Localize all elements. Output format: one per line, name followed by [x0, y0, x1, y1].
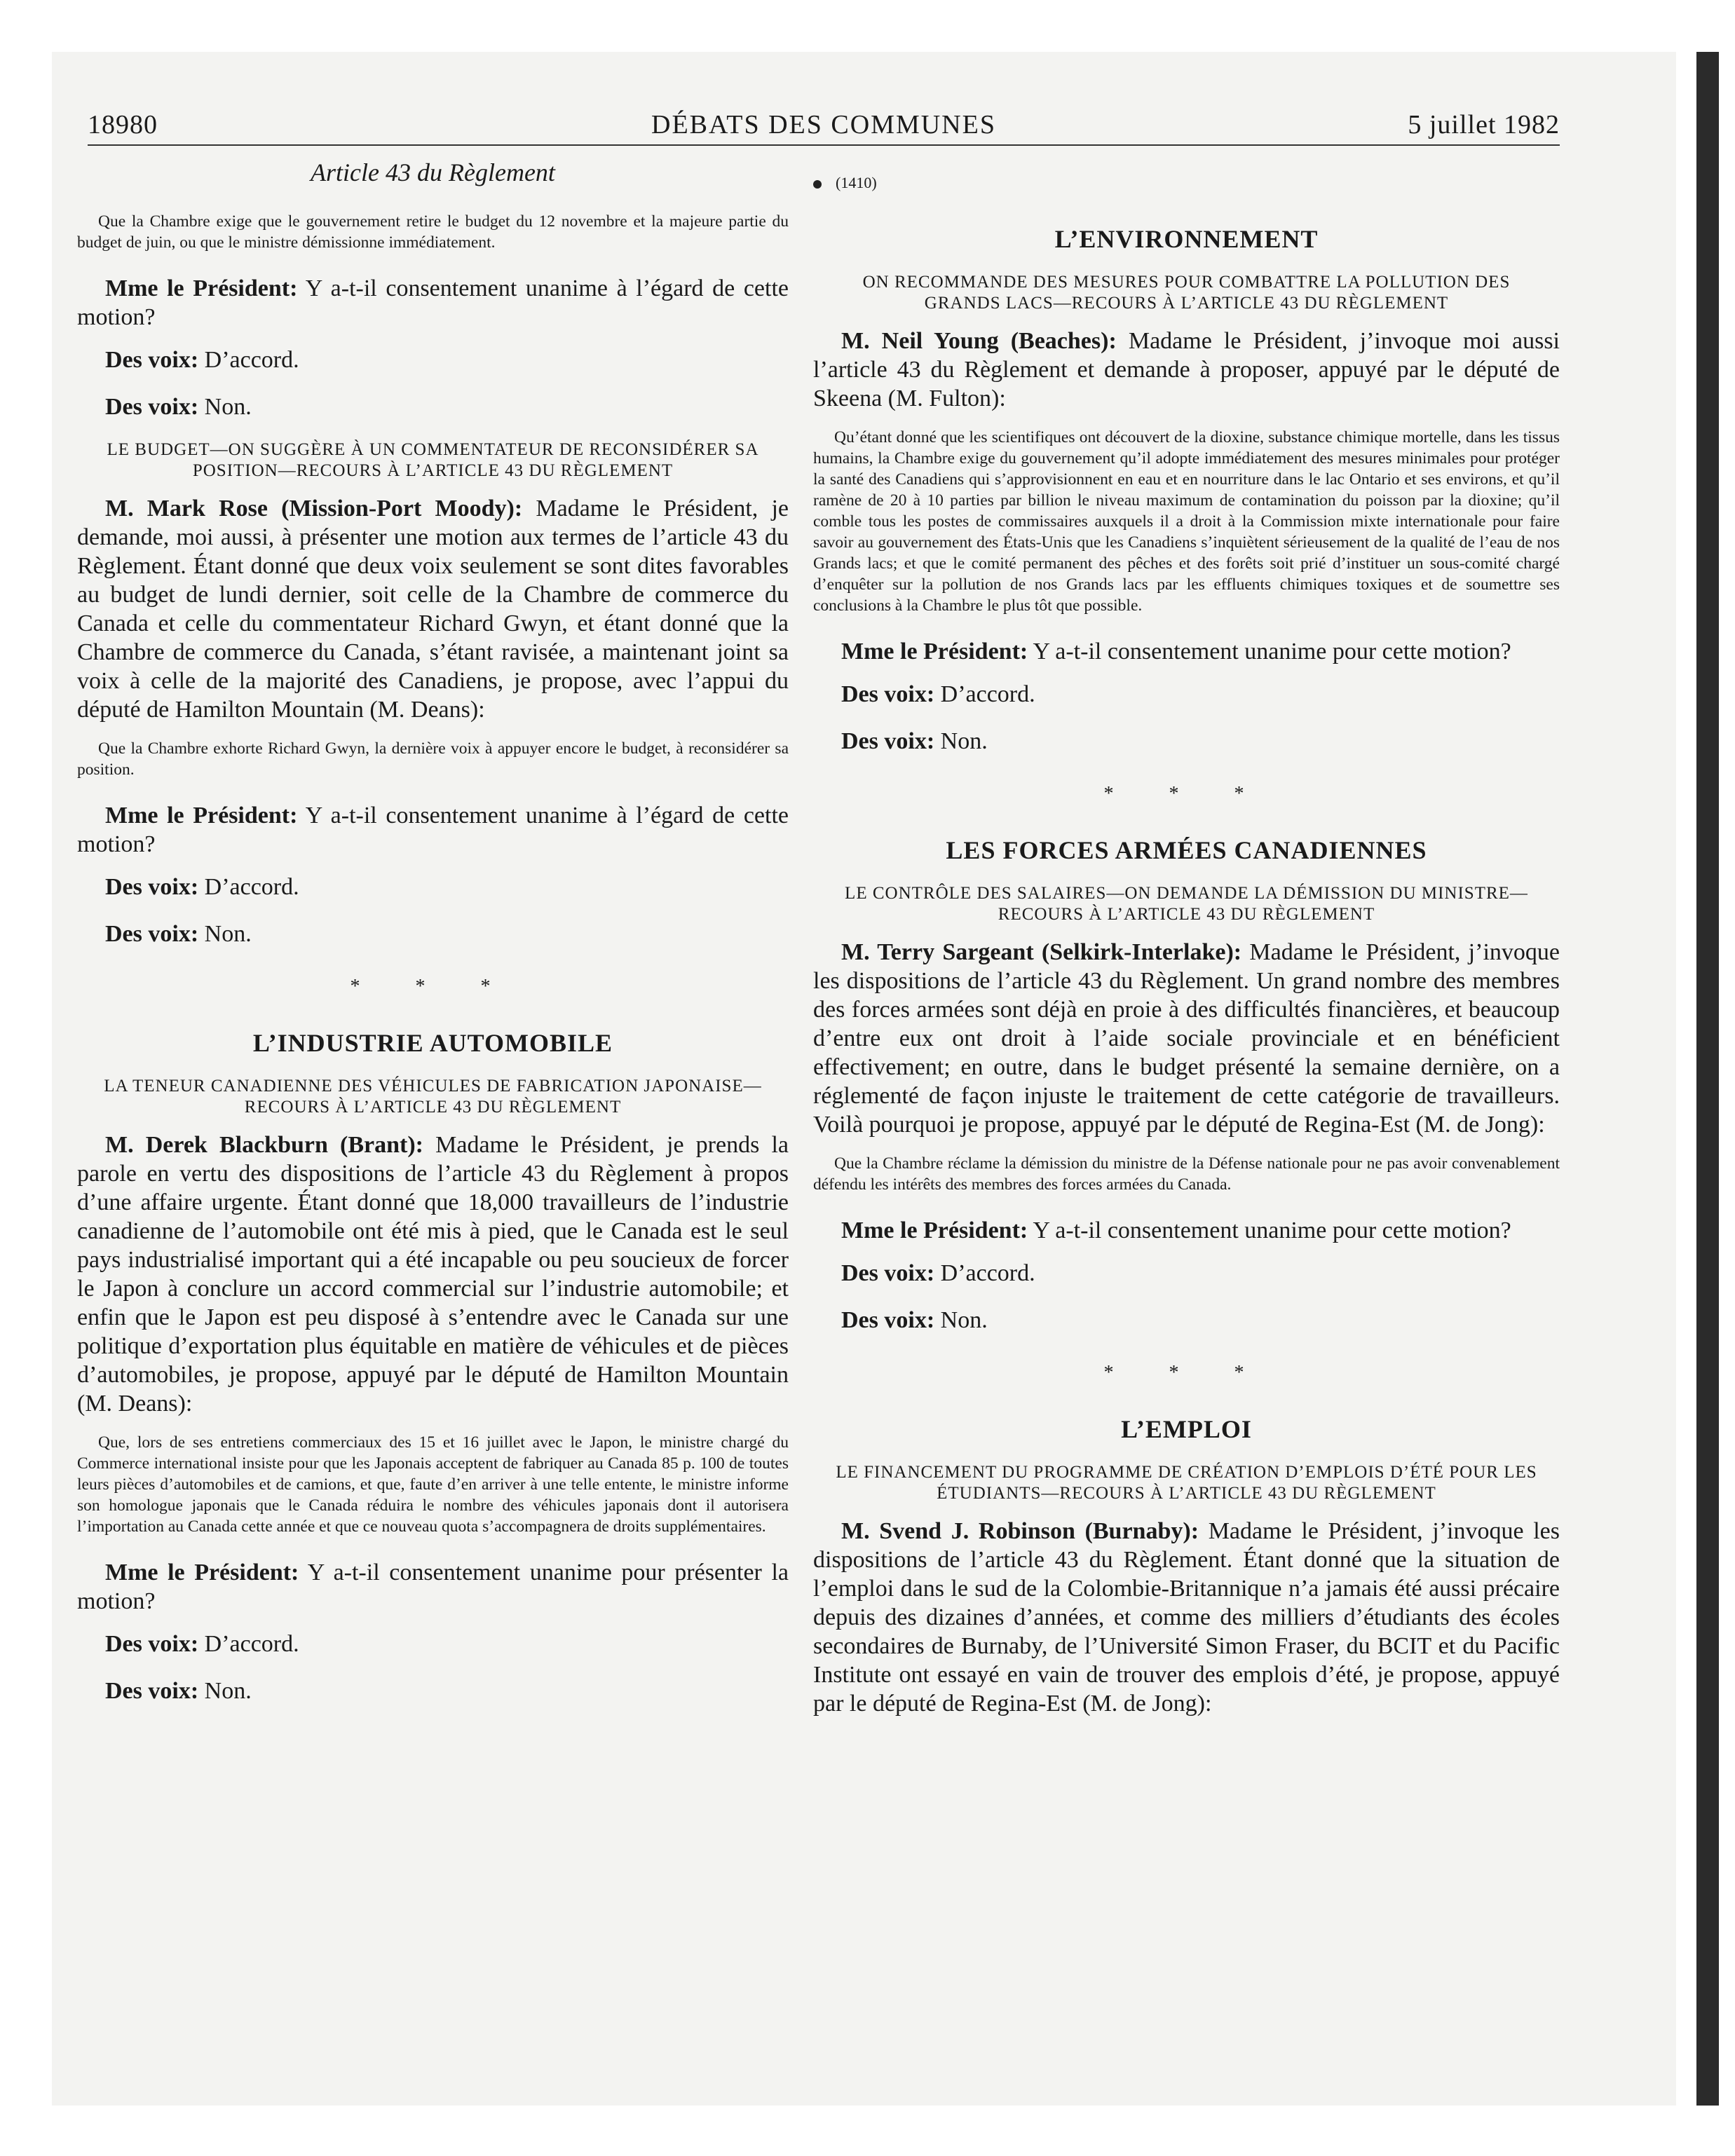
speaker-name: M. Mark Rose (Mission-Port Moody):: [105, 496, 523, 521]
speech-text: Non.: [934, 728, 988, 754]
motion-text: Que la Chambre exhorte Richard Gwyn, la dernière voix à appuyer encore le budget, à reconsidérer sa position.: [77, 739, 789, 779]
speech-text: D’accord.: [934, 1260, 1035, 1286]
section-subheading: LE CONTRÔLE DES SALAIRES—ON DEMANDE LA DÉMISSION DU MINISTRE—RECOURS À L’ARTICLE 43 DU RÈGLEMENT: [845, 884, 1528, 924]
speech-text: Madame le Président, j’invoque moi aussi l’article 43 du Règlement et demande à proposer, appuyé par le député de Skeena (M. Fulton):: [813, 328, 1560, 411]
speech-text: Y a-t-il consentement unanime pour cette motion?: [1028, 639, 1511, 664]
speaker-name: Des voix:: [841, 681, 935, 707]
speaker-name: Des voix:: [105, 394, 199, 420]
speaker-name: Mme le Président:: [105, 275, 298, 301]
speech-text: Madame le Président, j’invoque les dispositions de l’article 43 du Règlement. Un grand nombre des membres des forces armées sont déjà en proie à des difficultés financières, et beaucoup d’entre eux ont droit à l’aide sociale provinciale et en bénéficient effectivement; en outre, dans le budget présenté la semaine dernière, on a réglementé de façon injuste le traitement de cette catégorie de travailleurs. Voilà pourquoi je propose, appuyé par le député de Regina-Est (M. de Jong):: [813, 939, 1560, 1138]
page-number: 18980: [88, 110, 158, 139]
voices-reply: [105, 1630, 789, 1658]
speech-text: Y a-t-il consentement unanime à l’égard de cette motion?: [77, 275, 789, 330]
motion-text: Qu’étant donné que les scientifiques ont découvert de la dioxine, substance chimique mortelle, dans les tissus humains, la Chambre exige du gouvernement qu’il adopte immédiatement des mesures minimales pour protéger la santé des Canadiens qui s’approvisionnent en eau et en nourriture dans le lac Ontario et ses environs, et qu’il ramène de 20 à 10 parties par billion le niveau maximum de contamination du poisson par la dioxine; qu’il comble tous les postes de commissaires auxquels il a droit à la Commission mixte internationale pour faire savoir au gouvernement des États-Unis que les Canadiens s’inquiètent sérieusement de la qualité de l’eau de nos Grands lacs; et que le comité permanent des pêches et des forêts soit prié d’instituer un sous-comité chargé d’enquêter sur la pollution de nos Grands lacs par les effluents chimiques toxiques et de soumettre ses conclusions à la Chambre le plus tôt que possible.: [813, 428, 1560, 615]
speech: [77, 1558, 789, 1616]
speech-text: D’accord.: [198, 1631, 299, 1657]
left-column: [77, 158, 789, 1724]
speech-text: D’accord.: [198, 347, 299, 373]
speech: [813, 938, 1560, 1139]
speech-text: Non.: [934, 1307, 988, 1333]
speaker-name: M. Svend J. Robinson (Burnaby):: [841, 1518, 1199, 1544]
speaker-name: M. Terry Sargeant (Selkirk-Interlake):: [841, 939, 1242, 965]
speech-text: Y a-t-il consentement unanime pour présenter la motion?: [77, 1560, 789, 1614]
section-heading: L’INDUSTRIE AUTOMOBILE: [252, 1029, 613, 1057]
section-heading: L’EMPLOI: [1121, 1415, 1252, 1443]
scan-edge-bar: [1696, 52, 1719, 2106]
voices-reply: [841, 727, 1560, 756]
speaker-name: Mme le Président:: [105, 803, 298, 828]
section-separator: * * *: [350, 976, 516, 997]
speech-text: D’accord.: [934, 681, 1035, 707]
speaker-name: Mme le Président:: [841, 639, 1028, 664]
voices-reply: [105, 920, 789, 948]
voices-reply: [105, 346, 789, 374]
speech-text: Non.: [198, 921, 252, 947]
motion-text: Que la Chambre réclame la démission du ministre de la Défense nationale pour ne pas avoir convenablement défendu les intérêts des membres des forces armées du Canada.: [813, 1154, 1560, 1194]
speech: [813, 1216, 1560, 1245]
speaker-name: Des voix:: [105, 1631, 199, 1657]
speech-text: Madame le Président, je prends la parole en vertu des dispositions de l’article 43 du Règlement à propos d’une affaire urgente. Étant donné que 18,000 travailleurs de l’industrie canadienne de l’automobile ont été mis à pied, que le Canada est le seul pays industrialisé important qui a été incapable ou peu soucieux de forcer le Japon à conclure un accord commercial sur l’industrie automobile; et enfin que le Japon est peu disposé à s’entendre avec le Canada sur une politique d’exportation plus équitable en matière de véhicules et de pièces d’automobiles, je propose, appuyé par le député de Hamilton Mountain (M. Deans):: [77, 1132, 789, 1417]
speaker-name: Des voix:: [841, 728, 935, 754]
speaker-name: Mme le Président:: [841, 1217, 1028, 1243]
speech: [77, 494, 789, 724]
section-heading: LES FORCES ARMÉES CANADIENNES: [946, 836, 1427, 864]
speaker-name: Des voix:: [105, 874, 199, 900]
voices-reply: [841, 1259, 1560, 1288]
voices-reply: [105, 393, 789, 421]
page-date: 5 juillet 1982: [1408, 110, 1560, 139]
speech: [813, 1517, 1560, 1718]
section-subheading: ON RECOMMANDE DES MESURES POUR COMBATTRE LA POLLUTION DES GRANDS LACS—RECOURS À L’ARTICLE 43 DU RÈGLEMENT: [862, 273, 1511, 313]
speaker-name: Mme le Président:: [105, 1560, 299, 1585]
speech: [813, 637, 1560, 666]
section-subheading: LE FINANCEMENT DU PROGRAMME DE CRÉATION D’EMPLOIS D’ÉTÉ POUR LES ÉTUDIANTS—RECOURS À L’ARTICLE 43 DU RÈGLEMENT: [836, 1463, 1537, 1503]
bullet-icon: [813, 180, 822, 189]
voices-reply: [841, 680, 1560, 709]
speech: [813, 327, 1560, 413]
right-column: [813, 158, 1560, 1732]
motion-text: Que, lors de ses entretiens commerciaux des 15 et 16 juillet avec le Japon, le ministre chargé du Commerce international insiste pour que les Japonais acceptent de fabriquer au Canada 85 p. 100 de toutes leurs pièces d’automobiles et de camions, et que, faute d’en arriver à une telle entente, le ministre informe son homologue japonais que le Canada réduira le nombre des véhicules japonais dont il autorisera l’importation au Canada cette année et que ce nouveau quota s’accompagnera de droits supplémentaires.: [77, 1433, 789, 1536]
motion-text: Que la Chambre exige que le gouvernement retire le budget du 12 novembre et la majeure partie du budget de juin, ou que le ministre démissionne immédiatement.: [77, 212, 789, 252]
speech-text: Madame le Président, je demande, moi aussi, à présenter une motion aux termes de l’article 43 du Règlement. Étant donné que deux voix seulement se sont dites favorables au budget de lundi dernier, soit celle de la Chambre de commerce du Canada et celle du commentateur Richard Gwyn, et étant donné que la Chambre de commerce du Canada, s’étant ravisée, a maintenant joint sa voix à celle de la majorité des Canadiens, je propose, avec l’appui du député de Hamilton Mountain (M. Deans):: [77, 496, 789, 723]
speaker-name: Des voix:: [105, 1678, 199, 1704]
page-header: [88, 102, 1560, 146]
section-separator: * * *: [1103, 1362, 1270, 1384]
time-stamp: (1410): [836, 174, 877, 191]
speech-text: Non.: [198, 1678, 252, 1704]
speaker-name: M. Neil Young (Beaches):: [841, 328, 1117, 354]
speech-text: Non.: [198, 394, 252, 420]
speech-text: Madame le Président, j’invoque les dispositions de l’article 43 du Règlement. Étant donné que la situation de l’emploi dans le sud de la Colombie-Britannique n’a jamais été aussi précaire depuis des dizaines d’années, et comme des milliers d’étudiants des écoles secondaires de Burnaby, de l’Université Simon Fraser, du BCIT et du Pacific Institute ont essayé en vain de trouver des emplois d’été, je propose, appuyé par le député de Regina-Est (M. de Jong):: [813, 1518, 1560, 1717]
section-heading: L’ENVIRONNEMENT: [1054, 225, 1319, 253]
speech: [77, 801, 789, 859]
speech: [77, 1131, 789, 1418]
publication-title: DÉBATS DES COMMUNES: [651, 110, 996, 139]
voices-reply: [105, 873, 789, 901]
speech-text: Y a-t-il consentement unanime pour cette motion?: [1028, 1217, 1511, 1243]
speaker-name: Des voix:: [105, 921, 199, 947]
speech-text: D’accord.: [198, 874, 299, 900]
voices-reply: [105, 1677, 789, 1705]
article-title: Article 43 du Règlement: [311, 158, 555, 186]
speech: [77, 274, 789, 332]
speaker-name: Des voix:: [105, 347, 199, 373]
section-separator: * * *: [1103, 783, 1270, 805]
section-subheading: LA TENEUR CANADIENNE DES VÉHICULES DE FABRICATION JAPONAISE—RECOURS À L’ARTICLE 43 DU RÈGLEMENT: [104, 1077, 762, 1117]
time-marker: [813, 168, 1560, 197]
speaker-name: Des voix:: [841, 1260, 935, 1286]
speaker-name: M. Derek Blackburn (Brant):: [105, 1132, 423, 1158]
section-subheading: LE BUDGET—ON SUGGÈRE À UN COMMENTATEUR DE RECONSIDÉRER SA POSITION—RECOURS À L’ARTICLE 43 DU RÈGLEMENT: [107, 440, 759, 480]
speech-text: Y a-t-il consentement unanime à l’égard de cette motion?: [77, 803, 789, 857]
voices-reply: [841, 1306, 1560, 1335]
speaker-name: Des voix:: [841, 1307, 935, 1333]
